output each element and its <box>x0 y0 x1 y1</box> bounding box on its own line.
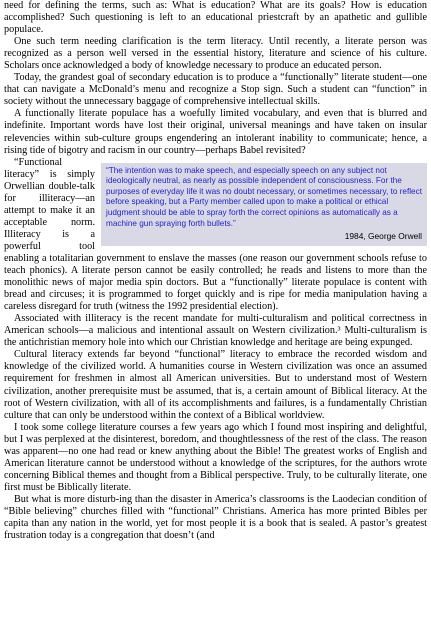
pull-quote <box>101 163 427 246</box>
pull-quote-source: 1984, George Orwell <box>344 231 422 242</box>
pull-quote-text: “The intention was to make speech, and especially speech on any subject not ideologically neutral, as nearly as possible independent of consciousness. For the purposes of everyday life it was no doubt necessary, or sometimes necessary, to reflect before speaking, but a Party member called upon to make a political or ethical judgment should be able to spray forth the correct opinions as automatically as a machine gun spraying forth bullets.” <box>106 165 422 228</box>
paragraph-6: Associated with illiteracy is the recent mandate for multi-culturalism and political correctness in American schools—a malicious and intentional assault on Western civilization.³ Multi-culturalism is the antichristian memory hole into which our Christian knowledge and heritage are being expunged. <box>4 313 427 349</box>
paragraph-4: A functionally literate populace has a woefully limited vocabulary, and even that is blurred and indefinite. Important words have lost their original, universal meanings and have taken on insular relevencies within sub-culture groups engendering an intolerant inability to communicate; hence, a rising tide of bigotry and racism in our country—perhaps Babel revisited? <box>4 108 427 156</box>
paragraph-9: But what is more disturb-ing than the disaster in America’s classrooms is the Laodecian condition of “Bible believing” churches filled with “functional” Christians. America has more printed Bibles per capita than any nation in the world, yet for most people it is a book that is sealed. A pastor’s greatest frustration today is a congregation that doesn’t (and <box>4 493 427 542</box>
paragraph-1: need for defining the terms, such as: What is education? What are its goals? How is education accomplished? Such questioning is left to an educational priestcraft by an apathetic and gullible populace. <box>4 0 427 36</box>
paragraph-8: I took some college literature courses a few years ago which I found most inspiring and delightful, but I was perplexed at the disinterest, boredom, and thoughtlessness of the rest of the class. The reason was apparent—no one had read or knew anything about the Bible! The greatest works of English and American literature cannot be understood without a knowledge of the scriptures, for the authors wrote concerning Biblical themes and thought from a Biblical perspective. Truly, to be culturally literate, one first must be Biblically literate. <box>4 421 427 493</box>
paragraph-7: Cultural literacy extends far beyond “functional” literacy to embrace the recorded wisdom and knowledge of the civilized world. A humanities course in Western civilization was once an assumed requirement for freshmen in almost all American universities. But to understand most of Western civilization, another prerequisite must be assumed, that is, a certain amount of Biblical literacy. At the root of Western civilization, with all of its accomplishments and failures, is a fundamentally Christian culture that can only be understood within the context of a Biblical worldview. <box>4 349 427 421</box>
paragraph-3: Today, the grandest goal of secondary education is to produce a “functionally” literate student—one that can navigate a McDonald’s menu and recognize a Stop sign. Such a student can “function” in society without the unnecessary baggage of comprehensive intellectual skills. <box>4 72 427 108</box>
paragraph-5: “Functional literacy” is simply Orwellian double-talk for illiteracy—an attempt to make it an acceptable norm. Illiteracy is a powerful tool enabling a totalitarian government to enslave the masses (one reason our government schools refuse to teach phonics). A literate person cannot be easily controlled; he reads and listens to more than the monolithic news of major media spin doctors. But a “functionally” literate populace is content with bread and circuses; it is programmed to forget quickly and is ripe for media manipulation having a careless disregard for truth (witness the 1992 presidential election). <box>4 156 427 313</box>
paragraph-2: One such term needing clarification is the term literacy. Until recently, a literate person was recognized as a person well versed in the essential history, literature and science of his culture. Scholars once acknowledged a body of knowledge necessary to produce an educated person. <box>4 36 427 72</box>
